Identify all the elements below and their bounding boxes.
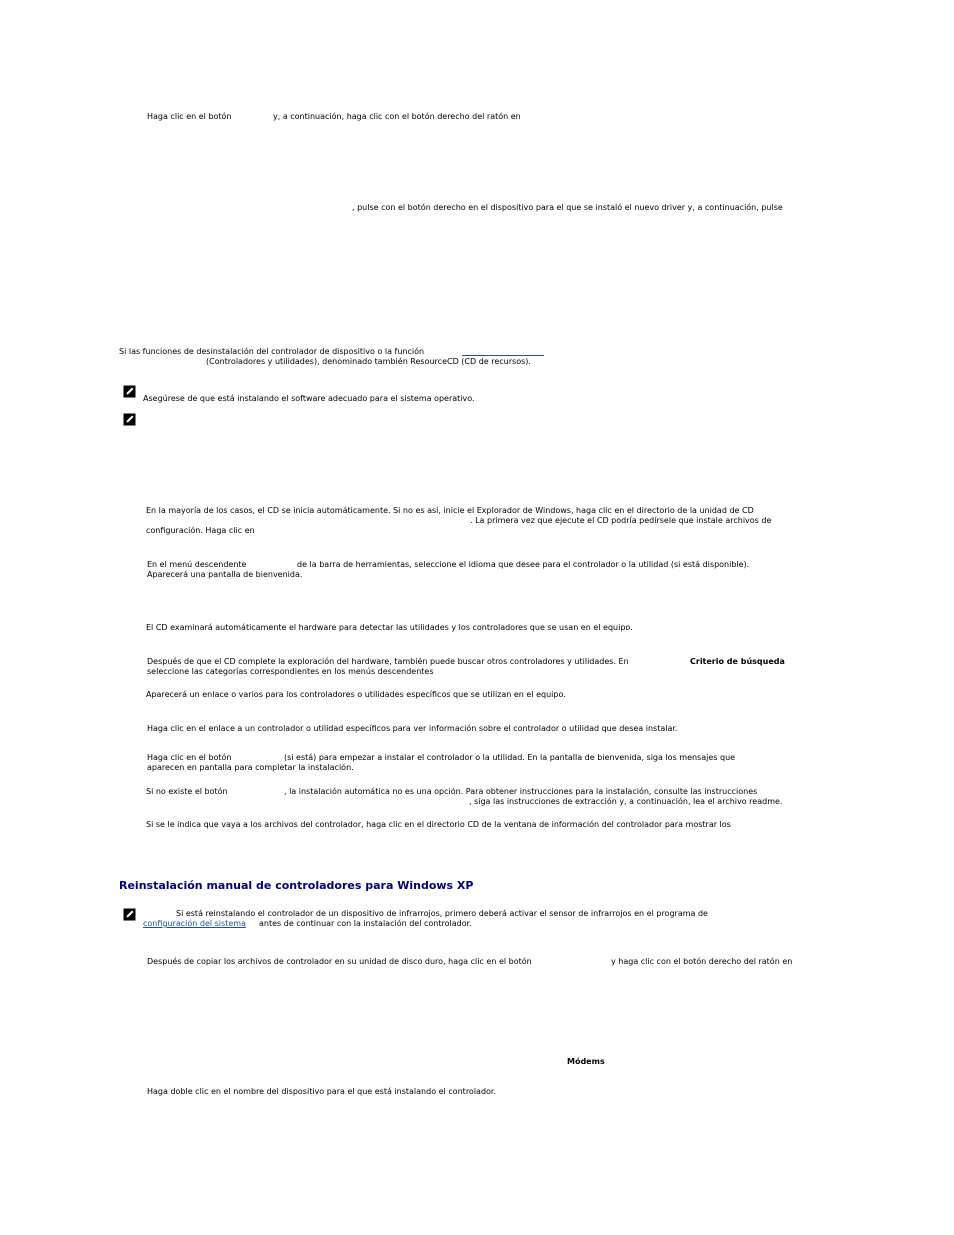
cd-step-4-a: Después de que el CD complete la exploración del hardware, también puede buscar otros controladores y utilidades. En [147, 657, 629, 666]
cd-step-1-line-2: . La primera vez que ejecute el CD podría pedírsele que instale archivos de [470, 516, 772, 525]
cd-step-4-search-criteria: Criterio de búsqueda [690, 657, 785, 666]
intro-line-2: (Controladores y utilidades), denominado también ResourceCD (CD de recursos). [206, 357, 531, 366]
cd-step-7-line-2: aparecen en pantalla para completar la instalación. [147, 763, 354, 772]
system-setup-link[interactable]: configuración del sistema [143, 919, 246, 928]
step-device-manager: , pulse con el botón derecho en el dispositivo para el que se instaló el nuevo driver y, a continuación, pulse [352, 203, 783, 212]
modems-label: Módems [567, 1057, 605, 1066]
step-start-click: Haga clic en el botón [147, 112, 232, 121]
cd-step-8-a: Si no existe el botón [146, 787, 228, 796]
cd-step-8-line-2: , siga las instrucciones de extracción y, a continuación, lea el archivo readme. [469, 797, 783, 806]
note-pencil-icon [123, 908, 136, 921]
manual-step-1-b: y haga clic con el botón derecho del ratón en [611, 957, 793, 966]
intro-line-1: Si las funciones de desinstalación del controlador de dispositivo o la función [119, 347, 425, 356]
cd-step-8-b: , la instalación automática no es una opción. Para obtener instrucciones para la instalación, consulte las instrucciones [284, 787, 758, 796]
cd-step-7-b: (si está) para empezar a instalar el controlador o la utilidad. En la pantalla de bienvenida, siga los mensajes que [284, 753, 736, 762]
cd-step-9: Si se le indica que vaya a los archivos del controlador, haga clic en el directorio CD de la ventana de información del controlador para mostrar los [146, 820, 731, 829]
manual-step-last: Haga doble clic en el nombre del dispositivo para el que está instalando el controlador. [147, 1087, 497, 1096]
note-2-line-2: antes de continuar con la instalación del controlador. [259, 919, 472, 928]
cd-step-5: Aparecerá un enlace o varios para los controladores o utilidades específicos que se utilizan en el equipo. [146, 690, 566, 699]
section-heading-manual-reinstall: Reinstalación manual de controladores para Windows XP [119, 879, 474, 892]
cd-step-2-b: de la barra de herramientas, seleccione el idioma que desee para el controlador o la utilidad (si está disponible). [297, 560, 750, 569]
step-start-click-cont: y, a continuación, haga clic con el botón derecho del ratón en [273, 112, 521, 121]
manual-step-1-a: Después de copiar los archivos de controlador en su unidad de disco duro, haga clic en el botón [147, 957, 532, 966]
cd-step-1-line-1: En la mayoría de los casos, el CD se inicia automáticamente. Si no es así, inicie el Explorador de Windows, haga clic en el directorio de la unidad de CD [146, 506, 754, 515]
cd-step-4-line-2: seleccione las categorías correspondientes en los menús descendentes [147, 667, 434, 676]
note-2-line-1: Si está reinstalando el controlador de un dispositivo de infrarrojos, primero deberá activar el sensor de infrarrojos en el programa de [176, 909, 708, 918]
cd-step-2-a: En el menú descendente [147, 560, 247, 569]
note-pencil-icon [123, 413, 136, 426]
cd-step-7-a: Haga clic en el botón [147, 753, 232, 762]
cd-step-3: El CD examinará automáticamente el hardware para detectar las utilidades y los controladores que se usan en el equipo. [146, 623, 633, 632]
note-1-text: Asegúrese de que está instalando el software adecuado para el sistema operativo. [143, 394, 475, 403]
note-pencil-icon [123, 385, 136, 398]
cd-step-2-line-2: Aparecerá una pantalla de bienvenida. [147, 570, 303, 579]
cd-step-6: Haga clic en el enlace a un controlador o utilidad específicos para ver información sobre el controlador o utilidad que desea instalar. [147, 724, 678, 733]
cd-step-1-line-3: configuración. Haga clic en [146, 526, 255, 535]
